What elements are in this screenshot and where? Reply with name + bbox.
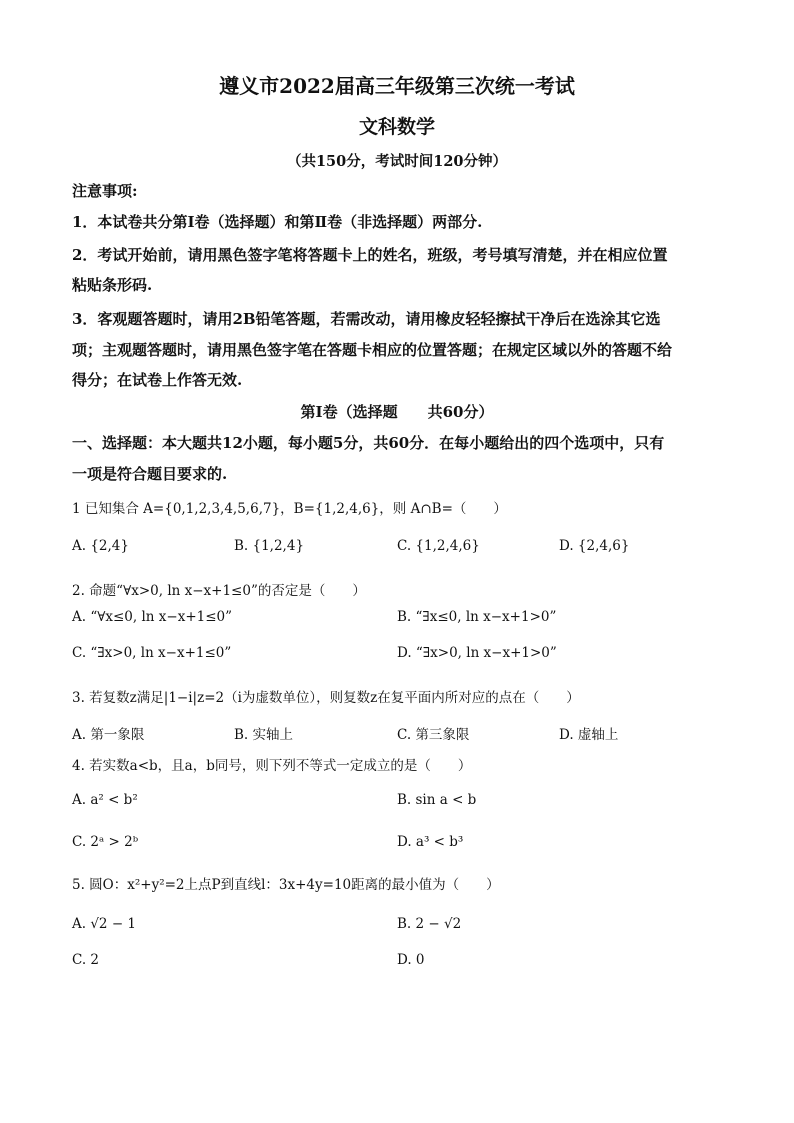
question-5-option-a: A. √2 − 1 [72,916,137,932]
question-5-stem: 5. 圆O：x²+y²=2上点P到直线l：3x+4y=10距离的最小值为（ ） [72,877,500,893]
question-4-option-d: D. a³ < b³ [397,834,464,850]
section-intro-line-2: 一项是符合题目要求的. [72,465,228,483]
section-title: 第Ⅰ卷（选择题 共60分） [300,403,494,421]
question-2-option-c: C. “∃x>0, ln x−x+1≤0” [72,645,232,661]
question-3-stem: 3. 若复数z满足|1−i|z=2（i为虚数单位），则复数z在复平面内所对应的点在（ ） [72,690,580,706]
instruction-item-2-line-1: 2．考试开始前，请用黑色签字笔将答题卡上的姓名，班级，考号填写清楚，并在相应位置 [72,246,668,264]
question-2-option-b: B. “∃x≤0, ln x−x+1>0” [397,609,557,625]
question-1-option-b: B. {1,2,4} [234,538,305,554]
exam-note: （共150分，考试时间120分钟） [286,153,508,170]
question-2-option-a: A. “∀x≤0, ln x−x+1≤0” [72,609,233,625]
instruction-item-2-line-2: 粘贴条形码. [72,276,153,294]
question-1-stem: 1 已知集合 A={0,1,2,3,4,5,6,7}，B={1,2,4,6}，则 A∩B=（ ） [72,501,507,517]
question-5-option-b: B. 2 − √2 [397,916,462,932]
subject-title: 文科数学 [358,116,435,138]
question-5-option-d: D. 0 [397,952,425,968]
instructions-heading: 注意事项: [72,182,138,200]
question-1-option-d: D. {2,4,6} [559,538,630,554]
question-2-stem: 2. 命题“∀x>0, ln x−x+1≤0”的否定是（ ） [72,583,366,599]
question-2-option-d: D. “∃x>0, ln x−x+1>0” [397,645,557,661]
question-1-option-c: C. {1,2,4,6} [397,538,480,554]
instruction-item-3-line-1: 3．客观题答题时，请用2B铅笔答题，若需改动，请用橡皮轻轻擦拭干净后在选涂其它选 [72,310,661,328]
question-3-option-a: A. 第一象限 [72,727,145,743]
exam-title: 遵义市2022届高三年级第三次统一考试 [219,74,575,98]
question-4-stem: 4. 若实数a<b，且a，b同号，则下列不等式一定成立的是（ ） [72,758,472,774]
question-4-option-a: A. a² < b² [72,792,138,808]
question-3-option-c: C. 第三象限 [397,727,470,743]
instruction-item-3-line-2: 项；主观题答题时，请用黑色签字笔在答题卡相应的位置答题；在规定区域以外的答题不给 [72,341,673,359]
instruction-item-1: 1．本试卷共分第Ⅰ卷（选择题）和第Ⅱ卷（非选择题）两部分. [72,213,483,231]
instruction-item-3-line-3: 得分；在试卷上作答无效. [72,371,243,389]
section-intro-line-1: 一、选择题：本大题共12小题，每小题5分，共60分．在每小题给出的四个选项中，只有 [72,434,665,452]
question-3-option-d: D. 虚轴上 [559,727,619,743]
question-1-option-a: A. {2,4} [72,538,129,554]
question-5-option-c: C. 2 [72,952,100,968]
question-4-option-c: C. 2ᵃ > 2ᵇ [72,834,139,850]
question-4-option-b: B. sin a < b [397,792,477,808]
question-3-option-b: B. 实轴上 [234,727,294,743]
